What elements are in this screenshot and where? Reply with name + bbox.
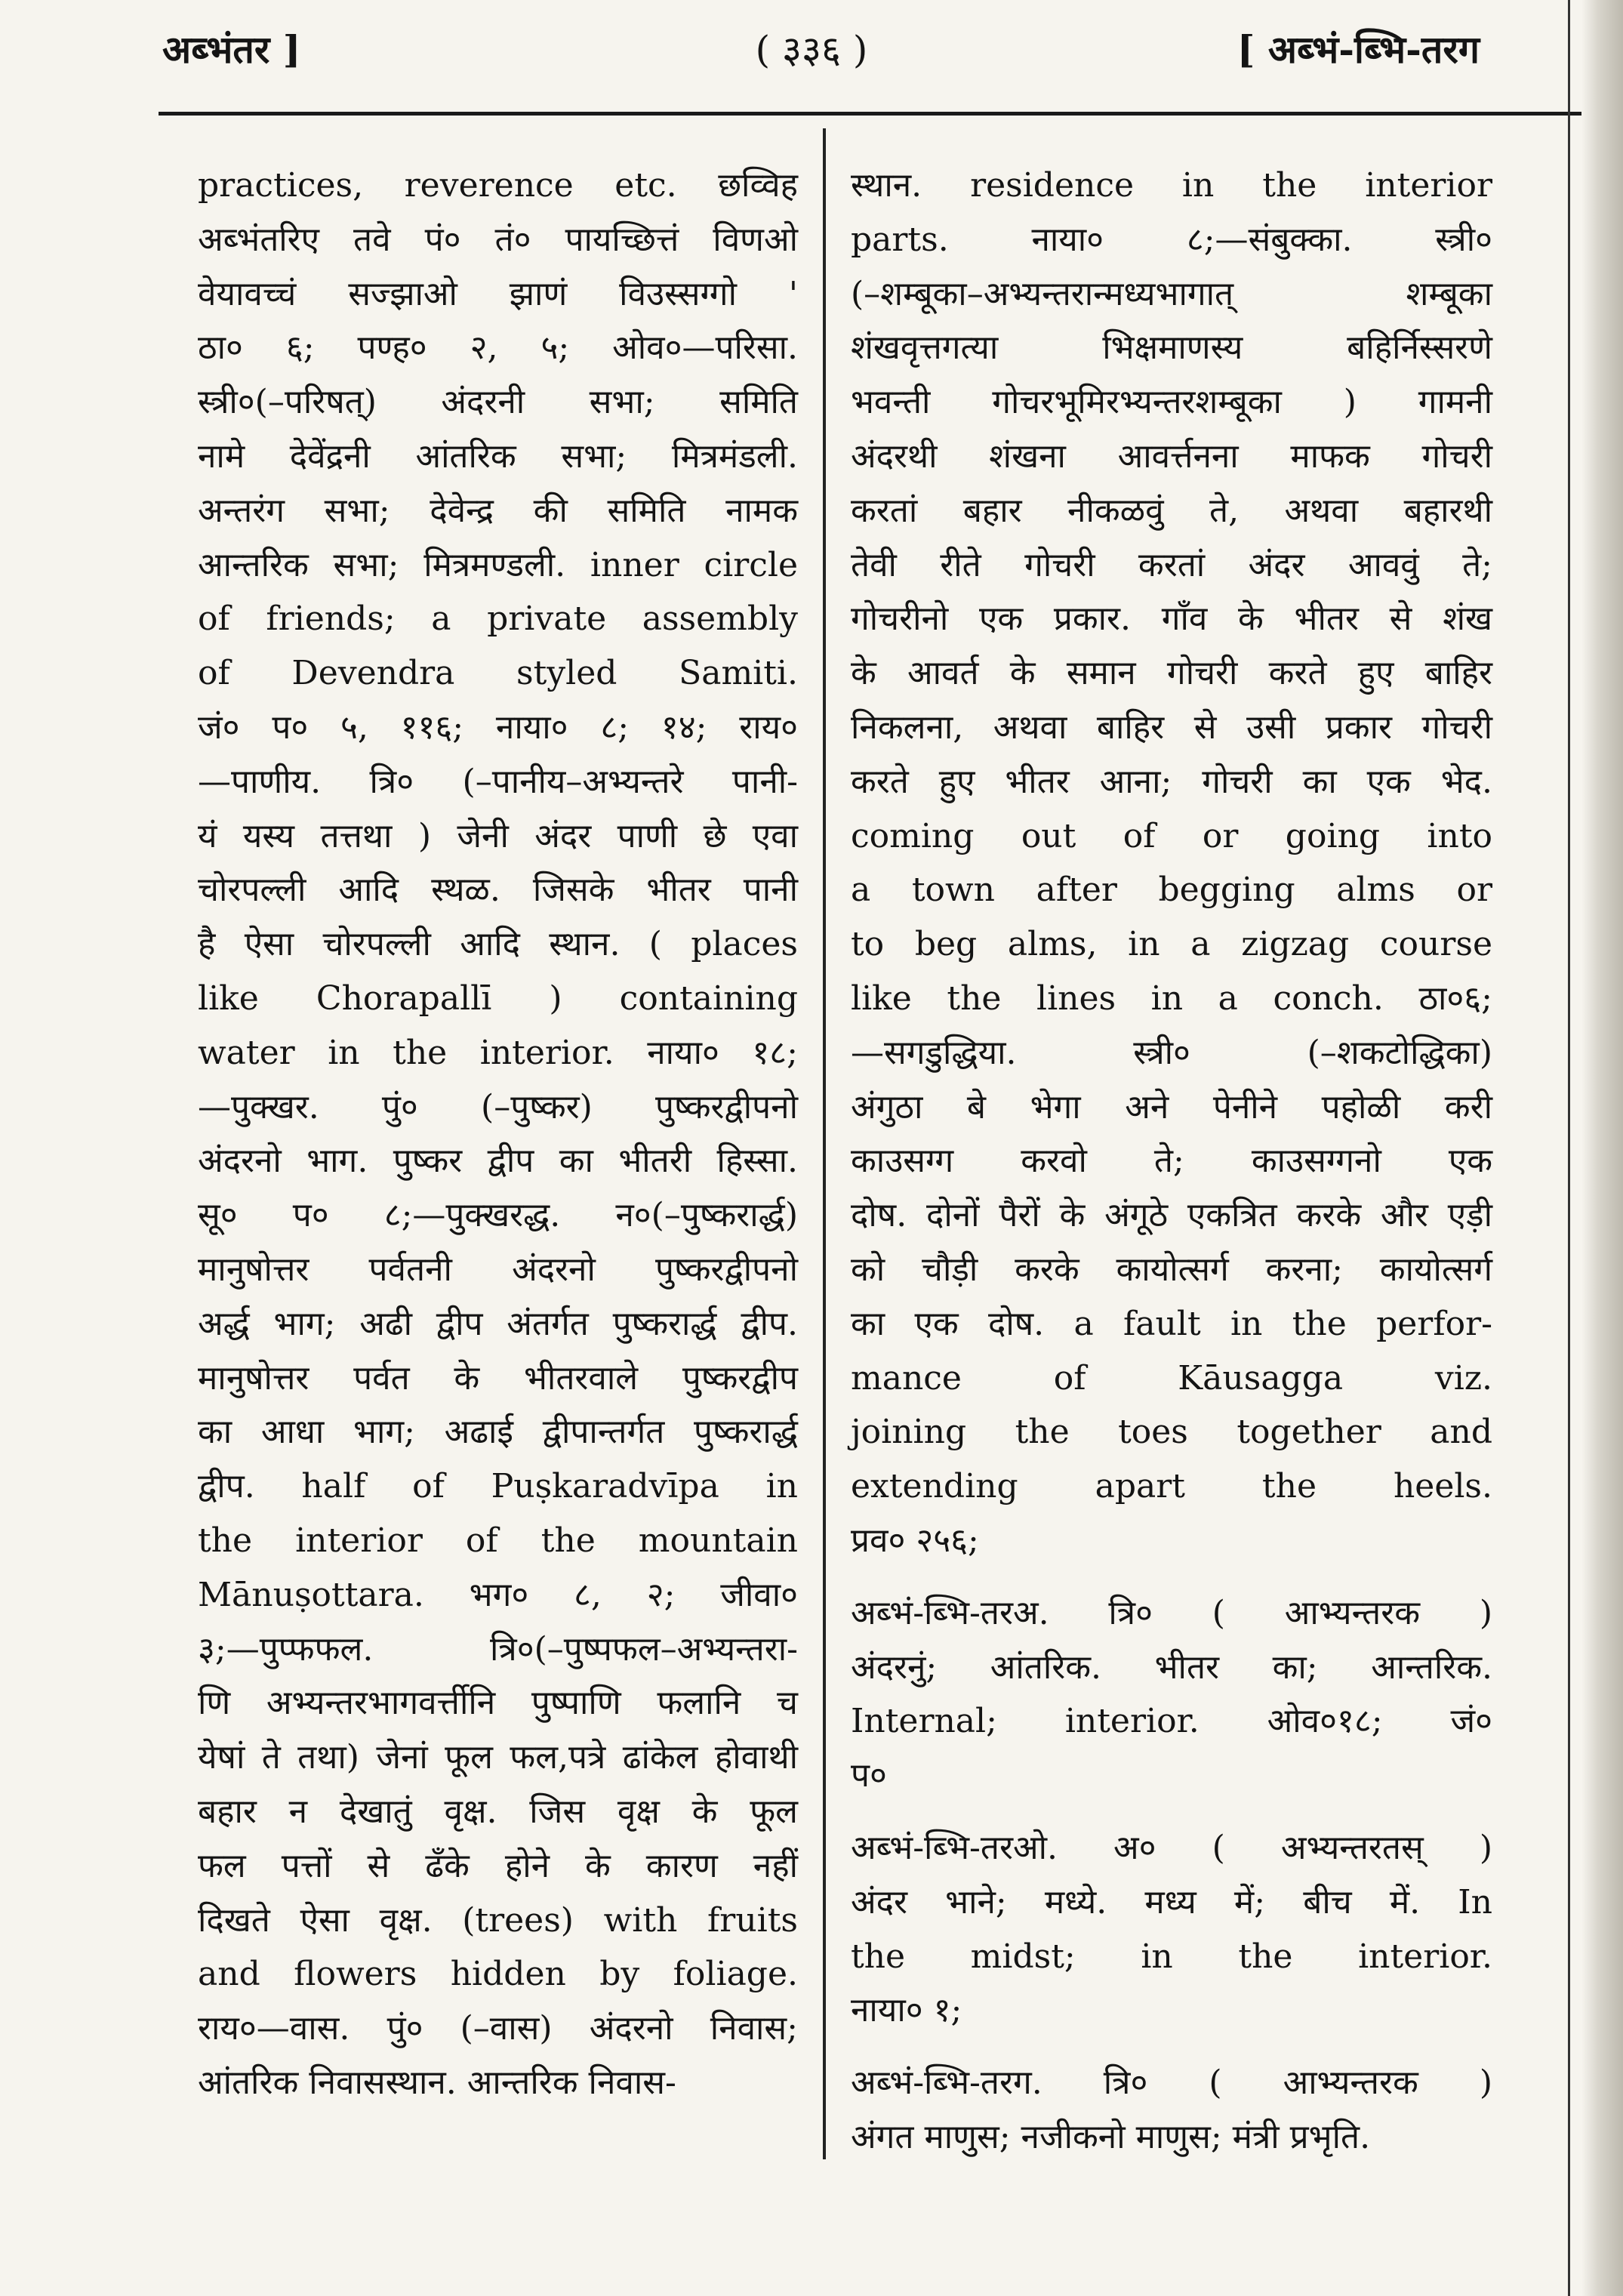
text-line: का एक दोष. a fault in the perfor- (851, 1304, 1492, 1343)
text-line: के आवर्त के समान गोचरी करते हुए बाहिर (851, 654, 1492, 693)
text-line: आन्तरिक सभा; मित्रमण्डली. inner circle (198, 545, 798, 584)
header-rule (159, 112, 1581, 116)
running-head-right: [ अब्भं-ब्भि-तरग (1236, 27, 1480, 72)
text-line: अब्भं-ब्भि-तरअ. त्रि० ( आभ्यन्तरक ) (851, 1593, 1492, 1632)
text-line: extending apart the heels. (851, 1467, 1492, 1506)
text-line: अर्द्ध भाग; अढी द्वीप अंतर्गत पुष्करार्द्ध द्वीप. (198, 1304, 798, 1343)
text-line: ३;—पुप्फफल. त्रि०(–पुष्पफल–अभ्यन्तरा- (198, 1629, 798, 1669)
text-line: ठा० ६; पण्ह० २, ५; ओव०—परिसा. (198, 328, 798, 368)
text-line: parts. नाया० ८;—संबुक्का. स्त्री० (851, 220, 1492, 259)
text-line: अंगुठा बे भेगा अने पेनीने पहोळी करी (851, 1087, 1492, 1126)
text-line: शंखवृत्तगत्या भिक्षमाणस्य बहिर्निस्सरणे (851, 328, 1492, 368)
text-line: of Devendra styled Samiti. (198, 654, 798, 693)
entry-gap (851, 1568, 1492, 1586)
text-line: दिखते ऐसा वृक्ष. (trees) with fruits (198, 1900, 798, 1940)
text-line: water in the interior. नाया० १८; (198, 1033, 798, 1072)
text-line: like Chorapallī ) containing (198, 978, 798, 1018)
text-line: (–शम्बूका–अभ्यन्तरान्मध्यभागात् शम्बूका (851, 274, 1492, 313)
text-line: करते हुए भीतर आना; गोचरी का एक भेद. (851, 762, 1492, 801)
text-line: to beg alms, in a zigzag course (851, 925, 1492, 964)
text-line: निकलना, अथवा बाहिर से उसी प्रकार गोचरी (851, 707, 1492, 747)
page-number: ( ३३६ ) (755, 28, 868, 72)
text-line: अन्तरंग सभा; देवेन्द्र की समिति नामक (198, 491, 798, 530)
text-line: the midst; in the interior. (851, 1937, 1492, 1976)
text-line: like the lines in a conch. ठा०६; (851, 978, 1492, 1018)
text-line: मानुषोत्तर पर्वत के भीतरवाले पुष्करद्वीप (198, 1358, 798, 1398)
text-line: practices, reverence etc. छव्विह (198, 166, 798, 205)
text-line: नाया० १; (851, 1991, 962, 2030)
text-line: अंगत माणुस; नजीकनो माणुस; मंत्री प्रभृति. (851, 2117, 1371, 2156)
text-line: को चौड़ी करके कायोत्सर्ग करना; कायोत्सर्ग (851, 1250, 1492, 1289)
left-column (198, 159, 798, 2110)
text-line: वेयावच्चं सज्झाओ झाणं विउस्सग्गो ' (198, 274, 798, 313)
text-line: फल पत्तों से ढँके होने के कारण नहीं (198, 1846, 798, 1885)
text-line: द्वीप. half of Puṣkaradvīpa in (198, 1467, 798, 1506)
entry-gap (851, 1803, 1492, 1821)
text-line: अंदरथी शंखना आवर्त्तनना माफक गोचरी (851, 436, 1492, 476)
scan-page-edge (1581, 0, 1623, 2296)
running-head-left: अब्भंतर ] (162, 27, 301, 72)
text-line: Internal; interior. ओव०१८; जं० (851, 1702, 1492, 1741)
text-line: राय०—वास. पुं० (–वास) अंदरनो निवास; (198, 2009, 798, 2048)
text-line: अंदरनो भाग. पुष्कर द्वीप का भीतरी हिस्सा. (198, 1142, 798, 1181)
text-line: सू० प० ८;—पुक्खरद्ध. न०(–पुष्करार्द्ध) (198, 1196, 798, 1235)
text-line: गोचरीनो एक प्रकार. गाँव के भीतर से शंख (851, 599, 1492, 639)
text-line: तेवी रीते गोचरी करतां अंदर आववुं ते; (851, 545, 1492, 584)
text-line: —पाणीय. त्रि० (–पानीय–अभ्यन्तरे पानी- (198, 762, 798, 801)
text-line: यं यस्य तत्तथा ) जेनी अंदर पाणी छे एवा (198, 816, 798, 855)
text-line: अब्भं-ब्भि-तरग. त्रि० ( आभ्यन्तरक ) (851, 2063, 1492, 2103)
entry-gap (851, 2038, 1492, 2056)
text-line: joining the toes together and (851, 1413, 1492, 1452)
text-line: of friends; a private assembly (198, 599, 798, 639)
text-line: जं० प० ५, ११६; नाया० ८; १४; राय० (198, 707, 798, 747)
text-line: चोरपल्ली आदि स्थळ. जिसके भीतर पानी (198, 871, 798, 910)
text-line: Mānuṣottara. भग० ८, २; जीवा० (198, 1575, 798, 1614)
text-line: —सगडुद्धिया. स्त्री० (–शकटोद्धिका) (851, 1033, 1492, 1072)
text-line: a town after begging alms or (851, 871, 1492, 910)
text-line: करतां बहार नीकळवुं ते, अथवा बहारथी (851, 491, 1492, 530)
text-line: प्रव० २५६; (851, 1521, 979, 1560)
text-line: स्थान. residence in the interior (851, 166, 1492, 205)
text-line: मानुषोत्तर पर्वतनी अंदरनो पुष्करद्वीपनो (198, 1250, 798, 1289)
text-line: अब्भं-ब्भि-तरओ. अ० ( अभ्यन्तरतस् ) (851, 1828, 1492, 1867)
text-line: नामे देवेंद्रनी आंतरिक सभा; मित्रमंडली. (198, 436, 798, 476)
text-line: mance of Kāusagga viz. (851, 1358, 1492, 1398)
column-divider (823, 128, 826, 2159)
right-column (851, 159, 1492, 2165)
text-line: अंदरनुं; आंतरिक. भीतर का; आन्तरिक. (851, 1647, 1492, 1687)
text-line: दोष. दोनों पैरों के अंगूठे एकत्रित करके और एड़ी (851, 1196, 1492, 1235)
text-line: आंतरिक निवासस्थान. आन्तरिक निवास- (198, 2063, 676, 2102)
text-line: अंदर भाने; मध्ये. मध्य में; बीच में. In (851, 1882, 1492, 1922)
text-line: येषां ते तथा) जेनां फूल फल,पत्रे ढांकेल होवाथी (198, 1738, 798, 1777)
text-line: coming out of or going into (851, 816, 1492, 855)
text-line: —पुक्खर. पुं० (–पुष्कर) पुष्करद्वीपनो (198, 1087, 798, 1126)
scan-binding-line (1568, 0, 1570, 2296)
text-line: and flowers hidden by foliage. (198, 1955, 798, 1994)
text-line: बहार न देखातुं वृक्ष. जिस वृक्ष के फूल (198, 1792, 798, 1831)
text-line: का आधा भाग; अढाई द्वीपान्तर्गत पुष्करार्द्ध (198, 1413, 798, 1452)
text-line: णि अभ्यन्तरभागवर्त्तीनि पुष्पाणि फलानि च (198, 1684, 798, 1723)
text-line: है ऐसा चोरपल्ली आदि स्थान. ( places (198, 925, 798, 964)
text-line: भवन्ती गोचरभूमिरभ्यन्तरशम्बूका ) गामनी (851, 383, 1492, 422)
text-line: अब्भंतरिए तवे पं० तं० पायच्छित्तं विणओ (198, 220, 798, 259)
text-line: काउसग्ग करवो ते; काउसग्गनो एक (851, 1142, 1492, 1181)
text-line: प० (851, 1756, 887, 1795)
text-line: स्त्री०(–परिषत्) अंदरनी सभा; समिति (198, 383, 798, 422)
text-line: the interior of the mountain (198, 1521, 798, 1560)
